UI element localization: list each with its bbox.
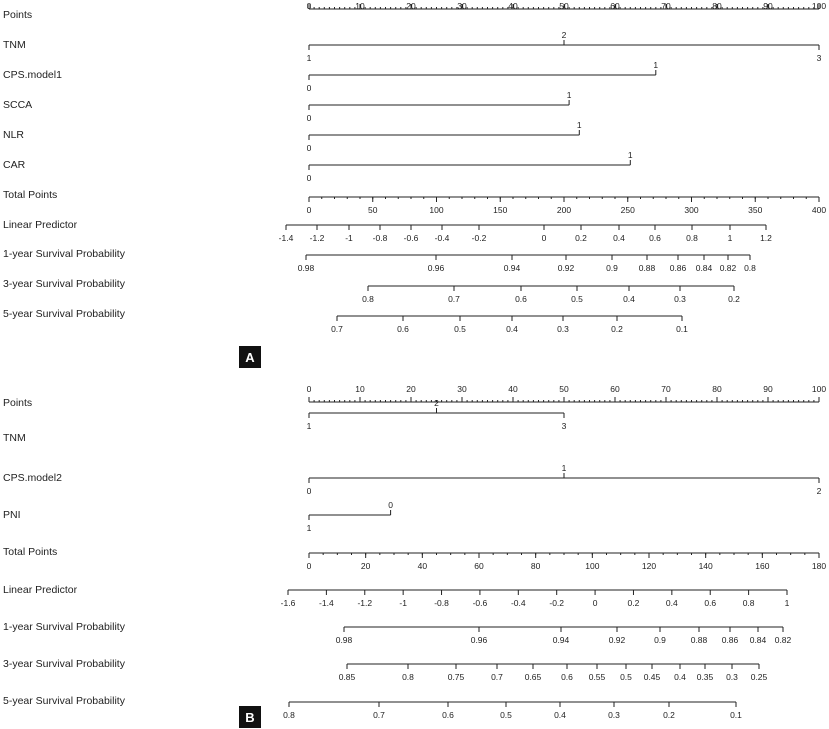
- tick-label: 0.6: [442, 710, 454, 720]
- tick-label: 0.96: [427, 263, 445, 273]
- row-1-year-survival-probability: [3, 248, 756, 273]
- tick-label: -1.6: [280, 598, 296, 608]
- tick-label: 0.6: [649, 233, 661, 243]
- tick-label: 80: [712, 1, 722, 11]
- tick-label: 0.6: [561, 672, 573, 682]
- tick-label: 1: [727, 233, 733, 243]
- tick-label: 160: [755, 561, 770, 571]
- tick-label: 80: [530, 561, 541, 571]
- panel-b: [3, 384, 826, 728]
- tick-label: 350: [748, 205, 763, 215]
- tick-label: -1.2: [309, 233, 325, 243]
- row-label: Total Points: [3, 189, 58, 201]
- tick-label: 0.92: [608, 635, 626, 645]
- tick-label: 0.55: [588, 672, 606, 682]
- row-label: PNI: [3, 509, 21, 521]
- tick-label: 0.82: [774, 635, 792, 645]
- tick-label: 2: [561, 30, 567, 40]
- tick-label: 1: [306, 53, 312, 63]
- tick-label: 1: [576, 120, 582, 130]
- row-linear-predictor: [3, 219, 772, 243]
- tick-label: -1: [399, 598, 407, 608]
- tick-label: 200: [556, 205, 572, 215]
- tick-label: 0: [388, 500, 393, 510]
- tick-label: 100: [811, 1, 827, 11]
- tick-label: 40: [508, 384, 518, 394]
- row-total-points: [3, 189, 826, 215]
- tick-label: 60: [610, 1, 620, 11]
- row-car: [3, 150, 633, 183]
- tick-label: -0.6: [403, 233, 419, 243]
- tick-label: 0.82: [719, 263, 737, 273]
- tick-label: 0.8: [362, 294, 374, 304]
- panel-badge-label: A: [245, 350, 255, 365]
- tick-label: 0.6: [515, 294, 527, 304]
- tick-label: 0: [306, 83, 312, 93]
- tick-label: 1: [561, 463, 567, 473]
- tick-label: 1: [306, 523, 312, 533]
- tick-label: 0.8: [742, 598, 755, 608]
- row-label: 1-year Survival Probability: [3, 621, 125, 633]
- tick-label: 50: [368, 205, 378, 215]
- tick-label: 0.2: [663, 710, 675, 720]
- tick-label: 0.35: [696, 672, 714, 682]
- row-nlr: [3, 120, 582, 153]
- tick-label: 0: [306, 173, 312, 183]
- tick-label: 0: [306, 561, 312, 571]
- tick-label: 0.7: [491, 672, 503, 682]
- tick-label: 60: [610, 384, 620, 394]
- tick-label: 10: [355, 1, 365, 11]
- row-5-year-survival-probability: [3, 695, 742, 720]
- tick-label: 0: [306, 205, 312, 215]
- row-total-points: [3, 546, 826, 571]
- tick-label: 0.9: [654, 635, 666, 645]
- tick-label: 0.2: [575, 233, 587, 243]
- tick-label: 0.84: [749, 635, 767, 645]
- tick-label: 0.94: [552, 635, 570, 645]
- tick-label: 0.3: [674, 294, 686, 304]
- tick-label: 70: [661, 1, 671, 11]
- tick-label: 0.7: [373, 710, 385, 720]
- row-label: Total Points: [3, 546, 58, 558]
- row-cps-model1: [3, 60, 658, 93]
- tick-label: 90: [763, 1, 773, 11]
- tick-label: 0.84: [695, 263, 713, 273]
- tick-label: -0.2: [549, 598, 565, 608]
- panel-badge: [239, 706, 261, 728]
- tick-label: 0.75: [447, 672, 465, 682]
- tick-label: 0.4: [665, 598, 678, 608]
- row-label: Points: [3, 9, 33, 21]
- row-label: Linear Predictor: [3, 584, 78, 596]
- panel-badge-label: B: [245, 710, 255, 725]
- row-pni: [3, 500, 393, 533]
- tick-label: -1.4: [319, 598, 334, 608]
- tick-label: 300: [684, 205, 699, 215]
- row-3-year-survival-probability: [3, 278, 740, 304]
- row-label: NLR: [3, 129, 25, 141]
- row-scca: [3, 90, 572, 123]
- row-points: [3, 1, 826, 21]
- tick-label: 100: [585, 561, 600, 571]
- tick-label: 0.88: [690, 635, 708, 645]
- tick-label: 50: [559, 384, 569, 394]
- tick-label: 0: [592, 598, 598, 608]
- tick-label: 0.45: [643, 672, 661, 682]
- tick-label: -0.4: [434, 233, 450, 243]
- tick-label: -0.6: [472, 598, 488, 608]
- tick-label: 0.25: [750, 672, 768, 682]
- tick-label: 0.2: [728, 294, 740, 304]
- tick-label: 60: [474, 561, 484, 571]
- row-tnm: [3, 30, 822, 63]
- tick-label: 30: [457, 1, 467, 11]
- tick-label: 0.8: [686, 233, 698, 243]
- tick-label: -1.4: [278, 233, 294, 243]
- panel-a: [3, 1, 826, 368]
- tick-label: 70: [661, 384, 671, 394]
- row-label: 3-year Survival Probability: [3, 278, 125, 290]
- tick-label: 0: [541, 233, 547, 243]
- tick-label: 0.1: [730, 710, 742, 720]
- tick-label: 140: [698, 561, 713, 571]
- tick-label: -0.2: [471, 233, 487, 243]
- tick-label: 2: [816, 486, 822, 496]
- tick-label: 0: [306, 486, 312, 496]
- row-label: 5-year Survival Probability: [3, 308, 125, 320]
- tick-label: 1: [653, 60, 659, 70]
- tick-label: 3: [561, 421, 567, 431]
- tick-label: 0.98: [335, 635, 353, 645]
- tick-label: 0.8: [283, 710, 295, 720]
- tick-label: 1: [306, 421, 312, 431]
- tick-label: 0.3: [726, 672, 738, 682]
- row-label: Linear Predictor: [3, 219, 78, 231]
- tick-label: 0.94: [503, 263, 521, 273]
- tick-label: 0.1: [676, 324, 688, 334]
- tick-label: 0.3: [608, 710, 620, 720]
- tick-label: -0.8: [434, 598, 449, 608]
- tick-label: 0.88: [638, 263, 656, 273]
- tick-label: 30: [457, 384, 467, 394]
- tick-label: 0.2: [611, 324, 623, 334]
- row-label: SCCA: [3, 99, 33, 111]
- tick-label: 150: [493, 205, 508, 215]
- row-label: 1-year Survival Probability: [3, 248, 125, 260]
- tick-label: 0.7: [448, 294, 460, 304]
- tick-label: 0.4: [613, 233, 625, 243]
- tick-label: 0.65: [524, 672, 542, 682]
- tick-label: 250: [620, 205, 635, 215]
- tick-label: 0.8: [744, 263, 756, 273]
- row-label: CPS.model2: [3, 472, 62, 484]
- tick-label: -0.4: [510, 598, 526, 608]
- tick-label: 120: [641, 561, 657, 571]
- row-label: 3-year Survival Probability: [3, 658, 125, 670]
- tick-label: 0.9: [606, 263, 618, 273]
- tick-label: 0: [306, 143, 312, 153]
- panel-badge: [239, 346, 261, 368]
- tick-label: 90: [763, 384, 773, 394]
- tick-label: 10: [355, 384, 365, 394]
- tick-label: 1: [784, 598, 790, 608]
- row-label: TNM: [3, 39, 26, 51]
- tick-label: 1: [566, 90, 572, 100]
- tick-label: 0.86: [721, 635, 739, 645]
- tick-label: 0.6: [397, 324, 409, 334]
- tick-label: 100: [811, 384, 827, 394]
- row-points: [3, 384, 826, 409]
- row-1-year-survival-probability: [3, 621, 792, 645]
- tick-label: 180: [811, 561, 827, 571]
- tick-label: 0.92: [557, 263, 575, 273]
- tick-label: -1: [345, 233, 353, 243]
- row-label: CPS.model1: [3, 69, 62, 81]
- tick-label: 1: [627, 150, 633, 160]
- tick-label: 3: [816, 53, 822, 63]
- row-label: 5-year Survival Probability: [3, 695, 125, 707]
- row-tnm: [3, 398, 567, 444]
- row-label: CAR: [3, 159, 26, 171]
- tick-label: 0.4: [674, 672, 686, 682]
- row-3-year-survival-probability: [3, 658, 768, 682]
- tick-label: 80: [712, 384, 722, 394]
- tick-label: 0.4: [554, 710, 566, 720]
- tick-label: 0.5: [500, 710, 512, 720]
- tick-label: 0.8: [402, 672, 414, 682]
- tick-label: 2: [434, 398, 439, 408]
- tick-label: 0.98: [297, 263, 315, 273]
- tick-label: 1.2: [760, 233, 772, 243]
- tick-label: 0.3: [557, 324, 569, 334]
- tick-label: 0.4: [506, 324, 518, 334]
- tick-label: 400: [811, 205, 827, 215]
- tick-label: 100: [429, 205, 444, 215]
- tick-label: 0.5: [454, 324, 466, 334]
- tick-label: 20: [406, 1, 416, 11]
- tick-label: -0.8: [372, 233, 388, 243]
- tick-label: 0.86: [669, 263, 687, 273]
- tick-label: 0.4: [623, 294, 635, 304]
- row-cps-model2: [3, 463, 822, 496]
- tick-label: 50: [559, 1, 569, 11]
- tick-label: 0.85: [338, 672, 356, 682]
- tick-label: 0.2: [627, 598, 640, 608]
- tick-label: 40: [417, 561, 428, 571]
- tick-label: 0: [306, 113, 312, 123]
- tick-label: 0: [306, 1, 312, 11]
- row-label: TNM: [3, 432, 26, 444]
- tick-label: 0: [306, 384, 312, 394]
- row-label: Points: [3, 397, 33, 409]
- row-linear-predictor: [3, 584, 790, 608]
- tick-label: 0.5: [571, 294, 583, 304]
- tick-label: 0.6: [704, 598, 717, 608]
- tick-label: 0.96: [470, 635, 488, 645]
- tick-label: 0.7: [331, 324, 343, 334]
- tick-label: 0.5: [620, 672, 632, 682]
- tick-label: 40: [508, 1, 518, 11]
- tick-label: -1.2: [357, 598, 373, 608]
- tick-label: 20: [406, 384, 416, 394]
- row-5-year-survival-probability: [3, 308, 688, 334]
- tick-label: 20: [360, 561, 371, 571]
